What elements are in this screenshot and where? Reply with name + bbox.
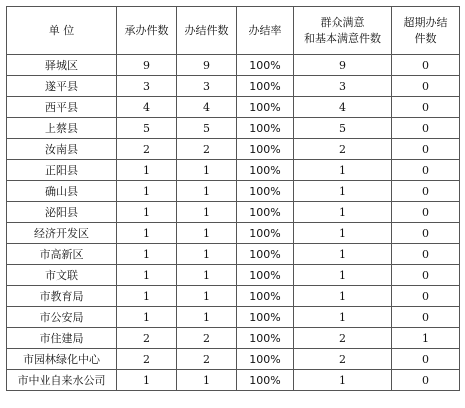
cell-overdue-count: 0 bbox=[392, 370, 460, 391]
table-row bbox=[7, 202, 460, 223]
cell-overdue-count: 0 bbox=[392, 97, 460, 118]
header-row bbox=[7, 7, 460, 55]
cell-unit: 经济开发区 bbox=[7, 223, 117, 244]
cell-completed-count: 1 bbox=[177, 202, 237, 223]
cell-completed-count: 1 bbox=[177, 370, 237, 391]
cell-unit: 市高新区 bbox=[7, 244, 117, 265]
cell-overdue-count: 0 bbox=[392, 286, 460, 307]
cell-completed-count: 1 bbox=[177, 181, 237, 202]
cell-completion-rate: 100% bbox=[237, 97, 294, 118]
cell-overdue-count: 0 bbox=[392, 244, 460, 265]
table-row bbox=[7, 370, 460, 391]
table-row bbox=[7, 244, 460, 265]
cell-completed-count: 1 bbox=[177, 286, 237, 307]
cell-received-count: 1 bbox=[117, 286, 177, 307]
cell-received-count: 2 bbox=[117, 349, 177, 370]
cell-unit: 市文联 bbox=[7, 265, 117, 286]
cell-received-count: 1 bbox=[117, 370, 177, 391]
cell-completion-rate: 100% bbox=[237, 244, 294, 265]
cell-overdue-count: 0 bbox=[392, 202, 460, 223]
cell-completion-rate: 100% bbox=[237, 76, 294, 97]
cell-overdue-count: 0 bbox=[392, 160, 460, 181]
cell-overdue-count: 0 bbox=[392, 118, 460, 139]
table-body bbox=[7, 55, 460, 391]
cell-satisfied-count: 3 bbox=[294, 76, 392, 97]
cell-completed-count: 4 bbox=[177, 97, 237, 118]
cell-completed-count: 1 bbox=[177, 265, 237, 286]
statistics-table bbox=[6, 6, 460, 391]
cell-completion-rate: 100% bbox=[237, 139, 294, 160]
table-row bbox=[7, 55, 460, 76]
cell-received-count: 1 bbox=[117, 265, 177, 286]
cell-satisfied-count: 1 bbox=[294, 307, 392, 328]
cell-completion-rate: 100% bbox=[237, 118, 294, 139]
header-completion-rate: 办结率 bbox=[237, 7, 294, 55]
cell-completion-rate: 100% bbox=[237, 286, 294, 307]
cell-completed-count: 2 bbox=[177, 139, 237, 160]
cell-unit: 市中业自来水公司 bbox=[7, 370, 117, 391]
cell-unit: 遂平县 bbox=[7, 76, 117, 97]
cell-satisfied-count: 1 bbox=[294, 202, 392, 223]
cell-received-count: 1 bbox=[117, 181, 177, 202]
cell-completion-rate: 100% bbox=[237, 265, 294, 286]
header-completed-count: 办结件数 bbox=[177, 7, 237, 55]
cell-completion-rate: 100% bbox=[237, 328, 294, 349]
cell-completed-count: 1 bbox=[177, 223, 237, 244]
header-unit: 单 位 bbox=[7, 7, 117, 55]
table-row bbox=[7, 118, 460, 139]
cell-completion-rate: 100% bbox=[237, 223, 294, 244]
cell-completion-rate: 100% bbox=[237, 370, 294, 391]
cell-satisfied-count: 2 bbox=[294, 349, 392, 370]
cell-satisfied-count: 1 bbox=[294, 265, 392, 286]
cell-received-count: 1 bbox=[117, 202, 177, 223]
cell-overdue-count: 0 bbox=[392, 55, 460, 76]
cell-completed-count: 2 bbox=[177, 349, 237, 370]
table-row bbox=[7, 223, 460, 244]
cell-received-count: 4 bbox=[117, 97, 177, 118]
cell-unit: 驿城区 bbox=[7, 55, 117, 76]
cell-satisfied-count: 4 bbox=[294, 97, 392, 118]
cell-completion-rate: 100% bbox=[237, 181, 294, 202]
cell-completion-rate: 100% bbox=[237, 55, 294, 76]
table-row bbox=[7, 160, 460, 181]
cell-overdue-count: 1 bbox=[392, 328, 460, 349]
cell-received-count: 1 bbox=[117, 223, 177, 244]
cell-completed-count: 2 bbox=[177, 328, 237, 349]
cell-unit: 市教育局 bbox=[7, 286, 117, 307]
cell-received-count: 1 bbox=[117, 160, 177, 181]
cell-received-count: 1 bbox=[117, 307, 177, 328]
cell-overdue-count: 0 bbox=[392, 181, 460, 202]
cell-satisfied-count: 1 bbox=[294, 370, 392, 391]
cell-satisfied-count: 2 bbox=[294, 139, 392, 160]
cell-satisfied-count: 1 bbox=[294, 181, 392, 202]
cell-unit: 汝南县 bbox=[7, 139, 117, 160]
cell-received-count: 5 bbox=[117, 118, 177, 139]
cell-unit: 市园林绿化中心 bbox=[7, 349, 117, 370]
cell-completion-rate: 100% bbox=[237, 160, 294, 181]
cell-received-count: 3 bbox=[117, 76, 177, 97]
cell-received-count: 2 bbox=[117, 139, 177, 160]
cell-unit: 泌阳县 bbox=[7, 202, 117, 223]
cell-satisfied-count: 1 bbox=[294, 160, 392, 181]
table-row bbox=[7, 139, 460, 160]
header-satisfied-line1: 群众满意 bbox=[320, 15, 365, 29]
cell-unit: 西平县 bbox=[7, 97, 117, 118]
header-satisfied-count bbox=[294, 7, 392, 55]
cell-received-count: 2 bbox=[117, 328, 177, 349]
cell-completion-rate: 100% bbox=[237, 349, 294, 370]
table-row bbox=[7, 181, 460, 202]
cell-completed-count: 5 bbox=[177, 118, 237, 139]
cell-overdue-count: 0 bbox=[392, 349, 460, 370]
cell-unit: 市公安局 bbox=[7, 307, 117, 328]
table-row bbox=[7, 328, 460, 349]
cell-unit: 正阳县 bbox=[7, 160, 117, 181]
cell-overdue-count: 0 bbox=[392, 76, 460, 97]
cell-completed-count: 1 bbox=[177, 307, 237, 328]
cell-completed-count: 1 bbox=[177, 160, 237, 181]
cell-unit: 上蔡县 bbox=[7, 118, 117, 139]
table-row bbox=[7, 265, 460, 286]
cell-received-count: 9 bbox=[117, 55, 177, 76]
cell-overdue-count: 0 bbox=[392, 223, 460, 244]
table-row bbox=[7, 97, 460, 118]
cell-unit: 市住建局 bbox=[7, 328, 117, 349]
table-row bbox=[7, 349, 460, 370]
cell-satisfied-count: 5 bbox=[294, 118, 392, 139]
table-row bbox=[7, 286, 460, 307]
cell-completed-count: 3 bbox=[177, 76, 237, 97]
cell-satisfied-count: 1 bbox=[294, 244, 392, 265]
cell-completed-count: 9 bbox=[177, 55, 237, 76]
cell-satisfied-count: 2 bbox=[294, 328, 392, 349]
cell-completion-rate: 100% bbox=[237, 202, 294, 223]
header-received-count: 承办件数 bbox=[117, 7, 177, 55]
cell-completion-rate: 100% bbox=[237, 307, 294, 328]
cell-overdue-count: 0 bbox=[392, 307, 460, 328]
cell-satisfied-count: 1 bbox=[294, 286, 392, 307]
header-satisfied-line2: 和基本满意件数 bbox=[304, 31, 381, 45]
table-row bbox=[7, 307, 460, 328]
cell-overdue-count: 0 bbox=[392, 265, 460, 286]
header-overdue-line2: 件数 bbox=[414, 31, 437, 45]
header-overdue-count bbox=[392, 7, 460, 55]
cell-received-count: 1 bbox=[117, 244, 177, 265]
header-overdue-line1: 超期办结 bbox=[403, 15, 448, 29]
cell-satisfied-count: 1 bbox=[294, 223, 392, 244]
table-row bbox=[7, 76, 460, 97]
cell-overdue-count: 0 bbox=[392, 139, 460, 160]
cell-unit: 确山县 bbox=[7, 181, 117, 202]
cell-completed-count: 1 bbox=[177, 244, 237, 265]
cell-satisfied-count: 9 bbox=[294, 55, 392, 76]
